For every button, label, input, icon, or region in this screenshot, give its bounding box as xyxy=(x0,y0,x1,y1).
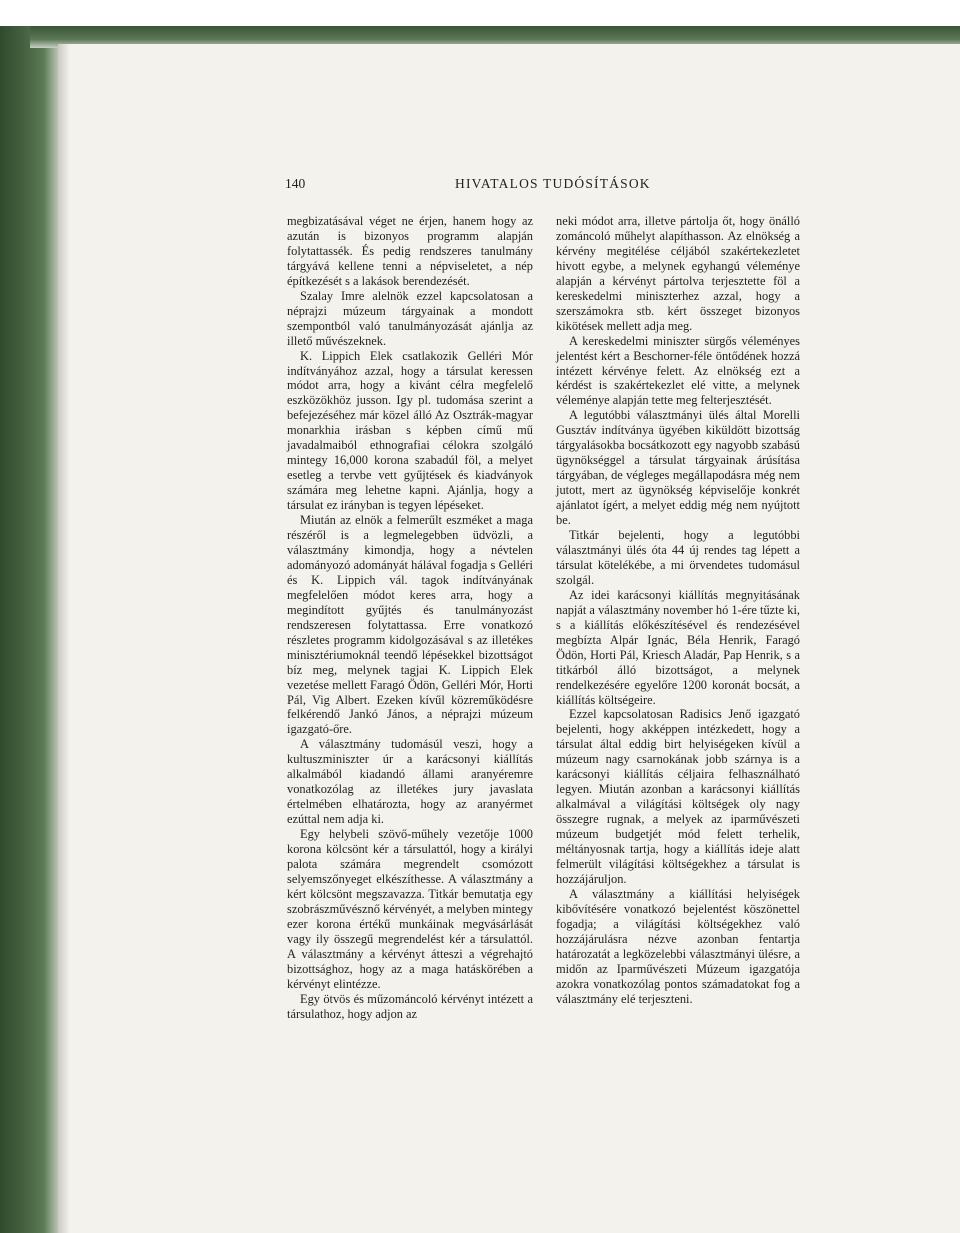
page-gutter-shadow xyxy=(58,44,70,1233)
paragraph: Egy helybeli szövő-műhely vezetője 1000 korona kölcsönt kér a társulattól, hogy a királyi palota számára megrendelt csomózott selyemszőnyeget elkészíthesse. A választmány a kért kölcsönt megszavazza. Titkár bemutatja egy szobrászművésznő kérvényét, a melyben mintegy ezer korona értékű munkáinak megvásárlását vagy ily összegű megrendelést kér a társulattól. A választmány a kérvényt átteszi a végrehajtó bizottsághoz, hogy az a maga hatáskörében a kérvényt elintézze. xyxy=(287,827,534,991)
paragraph: Miután az elnök a felmerűlt eszméket a maga részéről is a legmelegebben üdvözli, a választmány kimondja, hogy a névtelen adományozó adományát hálával fogadja s Gelléri és K. Lippich vál. tagok indítványának megfelelően módot keres arra, hogy a megindított gyűjtés és tanulmányozást rendszeresen folytattassa. Erre vonatkozó részletes programm kidolgozásával s az illetékes minisztériumoknál teendő lépésekkel bizottságot bíz meg, melynek tagjai K. Lippich Elek vezetése mellett Faragó Ödön, Gelléri Mór, Horti Pál, Vig Albert. Ezeken kívűl közreműködésre felkérendő Jankó János, a néprajzi múzeum igazgató-őre. xyxy=(287,513,533,737)
paragraph: A kereskedelmi miniszter sürgős véleményes jelentést kért a Beschorner-féle öntődének hozzá intézett kérvénye felett. Az elnökség ezt a kérdést is szakértekezlet elé vitte, a melynek véleménye alapján tette meg felterjesztését. xyxy=(556,333,800,408)
paragraph: Az idei karácsonyi kiállítás megnyitásának napját a választmány november hó 1-ére tűzte ki, s a kiállítás előkészítésével és rendezésével megbízta Alpár Ignác, Béla Henrik, Faragó Ödön, Horti Pál, Kriesch Aladár, Pap Henrik, s a titkárból álló bizottságot, a melynek rendelkezésére egyelőre 1200 koronát bocsát, a kiállítás költségeire. xyxy=(556,587,800,707)
paragraph: neki módot arra, illetve pártolja őt, hogy önálló zománcoló műhelyt alapíthasson. Az elnökség a kérvény megitélése céljából szakértekezletet hivott egybe, a melynek egyhangú véleménye alapján a kérvényt pártolva terjesztette föl a kereskedelmi miniszterhez azzal, hogy a szerszámokra stb. kért összeget bizonyos kikötések mellett adja meg. xyxy=(556,214,800,333)
paragraph: Titkár bejelenti, hogy a legutóbbi választmányi ülés óta 44 új rendes tag lépett a társulat kötelékébe, a mi örvendetes tudomásul szolgál. xyxy=(556,528,800,587)
running-title: HIVATALOS TUDÓSÍTÁSOK xyxy=(455,176,651,191)
left-text-column xyxy=(287,214,533,1021)
scan-margin-top xyxy=(0,0,960,28)
paragraph: Szalay Imre alelnök ezzel kapcsolatosan a néprajzi múzeum tárgyainak a mondott szempontból való tanulmányozását ajánlja az illető művészeknek. xyxy=(287,288,533,348)
paragraph: megbizatásával véget ne érjen, hanem hogy az azután is bizonyos programm alapján folytattassék. És pedig rendszeres tanulmány tárgyává kellene tenni a népviseletet, a nép építkezését s a lakások berendezését. xyxy=(287,214,533,288)
paragraph: Egy ötvös és műzománcoló kérvényt intézett a társulathoz, hogy adjon az xyxy=(287,991,533,1021)
paragraph: A választmány tudomásúl veszi, hogy a kultuszminiszter úr a karácsonyi kiállítás alkalmából kiadandó állami aranyéremre vonatkozólag az illetékes jury javaslata értelmében elhatározta, hogy az aranyérmet ezúttal nem adja ki. xyxy=(287,737,533,827)
page-header xyxy=(285,176,845,196)
page-number: 140 xyxy=(285,176,306,191)
paragraph: K. Lippich Elek csatlakozik Gelléri Mór indítványához azzal, hogy a társulat keressen módot arra, hogy a kivánt célra megfelelő eszközökhöz jusson. Igy pl. tudomása szerint a befejezéséhez már közel álló Az Osztrák-magyar monarkhia irásban s képben című mű javadalmaiból ethnografiai célokra szolgáló mintegy 16,000 korona szabadúl föl, a melyet esetleg a tervbe vett gyűjtések és kiadványok számára meg lehetne kapni. Ajánlja, hogy a társulat ez irányban is tegyen lépéseket. xyxy=(287,348,533,513)
paragraph: A legutóbbi választmányi ülés által Morelli Gusztáv indítványa ügyében kiküldött bizottság tárgyalásokba bocsátkozott egy nagyobb szabású ügynökséggel a társulat tárgyainak árúsítása tárgyában, de végleges megállapodásra még nem jutott, mert az ügynökség képviselője konkrét ajánlatot ígért, a melyet eddig még nem nyújtott be. xyxy=(556,408,800,528)
right-text-column xyxy=(556,214,800,1007)
book-binding-edge xyxy=(0,26,58,1233)
paragraph: Ezzel kapcsolatosan Radisics Jenő igazgató bejelenti, hogy akképpen intézkedett, hogy a társulat által eddig birt helyiségeken kívül a múzeum nagy csarnokának jobb szárnya is a karácsonyi kiállítás céljaira felhasználható legyen. Miután azonban a karácsonyi kiállítás alkalmával a világítási költségek oly nagy összegre rugnak, a melyek az iparművészeti múzeum budgetjét mód felett terhelik, méltányosnak tartja, hogy a kiállítás ideje alatt felmerült világítási költségekhez a társulat is hozzájáruljon. xyxy=(556,707,800,886)
paragraph: A választmány a kiállítási helyiségek kibővítésére vonatkozó bejelentést köszönettel fogadja; a világítási költségekhez való hozzájárulásra nézve azonban fentartja határozatát a legközelebbi választmányi ülésre, a midőn az Iparművészeti Múzeum igazgatója azokra vonatkozólag pontos számadatokat fog a választmány elé terjeszteni. xyxy=(556,886,800,1006)
